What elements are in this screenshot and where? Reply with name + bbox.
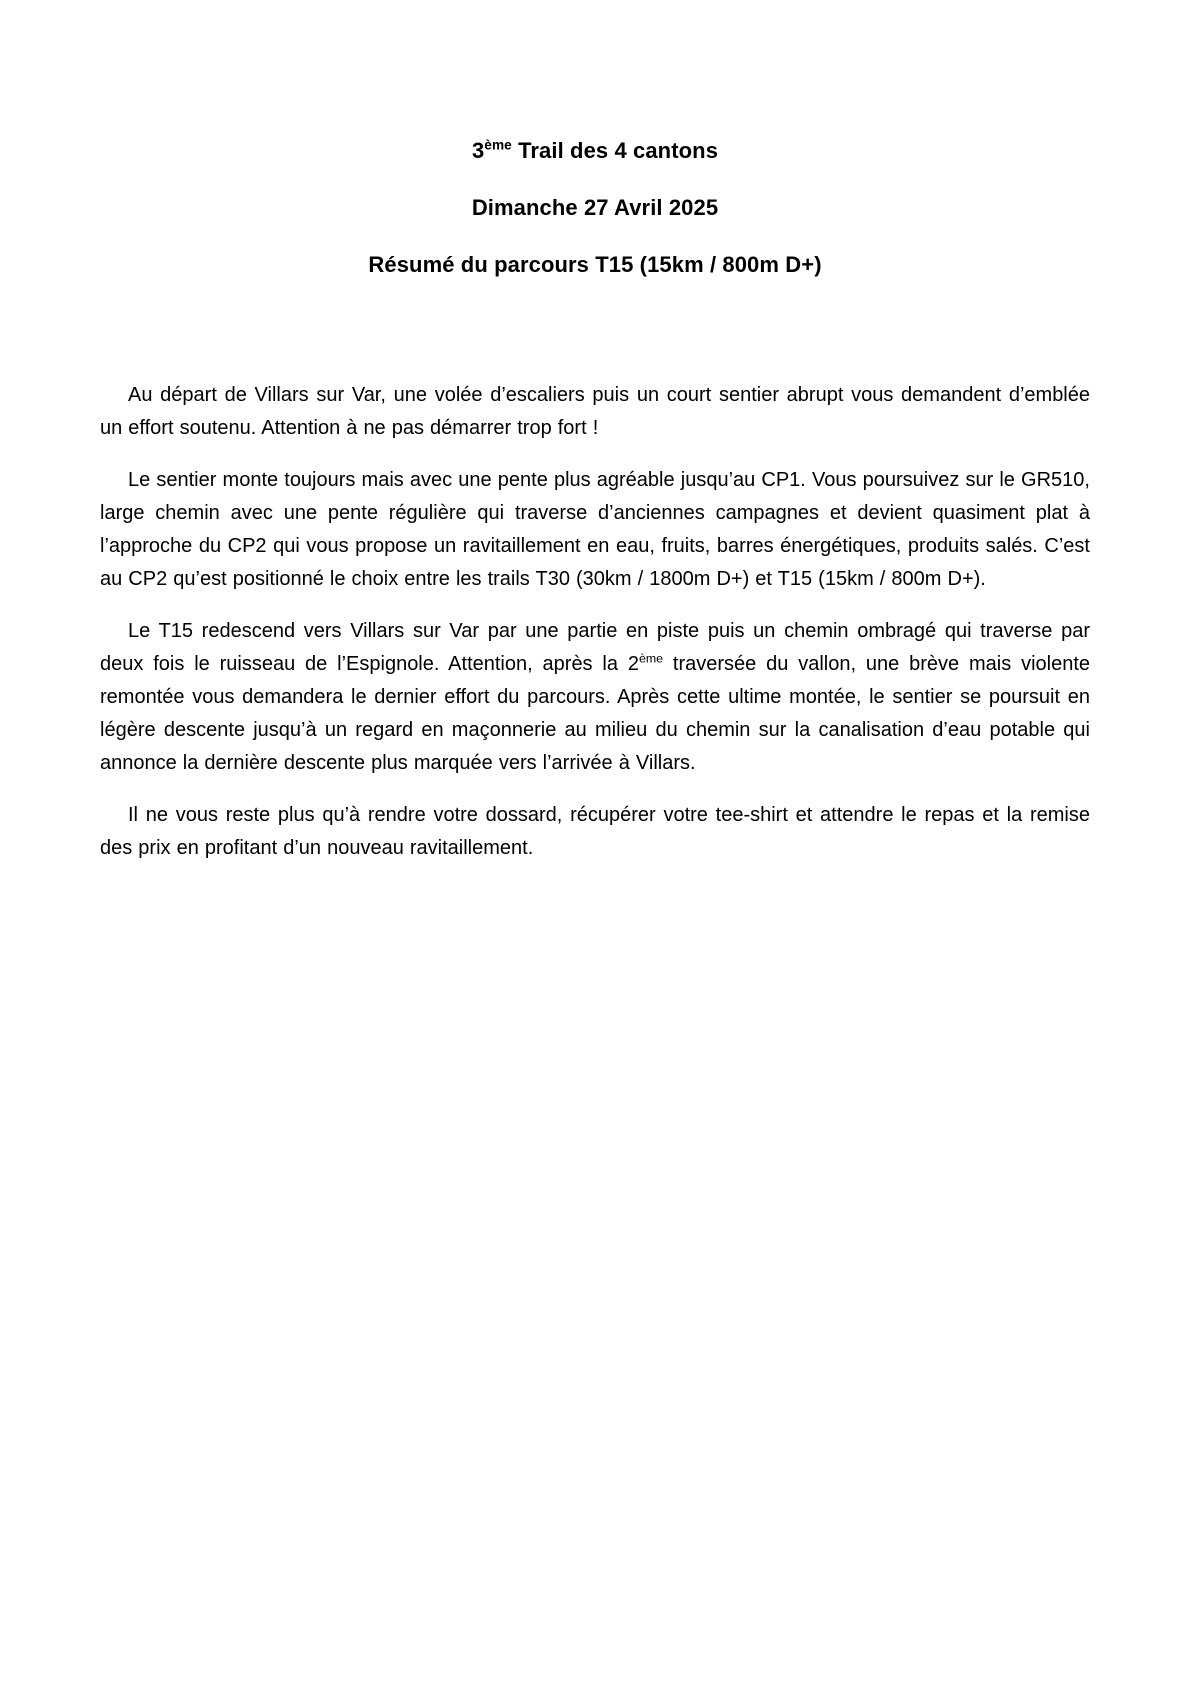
document-header [100, 137, 1090, 279]
text-run: Il ne vous reste plus qu’à rendre votre dossard, récupérer votre tee-shirt et attendre le repas et la remise des prix en profitant d’un nouveau ravitaillement. [100, 804, 1090, 859]
text-run: Trail des 4 cantons [511, 138, 719, 163]
text-run: Le sentier monte toujours mais avec une pente plus agréable jusqu’au CP1. Vous poursuivez sur le GR510, large chemin avec une pente régulière qui traverse d’anciennes campagnes et devient quasiment plat à l’approche du CP2 qui vous propose un ravitaillement en eau, fruits, barres énergétiques, produits salés. C’est au CP2 qu’est positionné le choix entre les trails T30 (30km / 1800m D+) et T15 (15km / 800m D+). [100, 469, 1090, 590]
text-run: 3 [471, 138, 485, 163]
document-body [100, 379, 1090, 865]
paragraph-descent-espignole [100, 615, 1090, 780]
text-run: Au départ de Villars sur Var, une volée d’escaliers puis un court sentier abrupt vous demandent d’emblée un effort soutenu. Attention à ne pas démarrer trop fort ! [100, 384, 1090, 439]
superscript-text: ème [484, 137, 512, 153]
document-date: Dimanche 27 Avril 2025 [471, 195, 719, 220]
text-run: Le T15 redescend vers Villars sur Var par une partie en piste puis un chemin ombragé qui traverse par deux fois le ruisseau de l’Espignole. Attention, après la 2 [100, 620, 1090, 675]
paragraph-start-description [100, 379, 1090, 445]
document-title [100, 137, 1090, 165]
paragraph-climb-cp1-cp2 [100, 464, 1090, 596]
superscript-text: ème [638, 651, 664, 666]
text-run: traversée du vallon, une brève mais violente remontée vous demandera le dernier effort du parcours. Après cette ultime montée, le sentier se poursuit en légère descente jusqu’à un regard en maçonnerie au milieu du chemin sur la canalisation d’eau potable qui annonce la dernière descente plus marquée vers l’arrivée à Villars. [100, 653, 1090, 774]
paragraph-finish-info [100, 799, 1090, 865]
document-subtitle: Résumé du parcours T15 (15km / 800m D+) [368, 252, 822, 277]
